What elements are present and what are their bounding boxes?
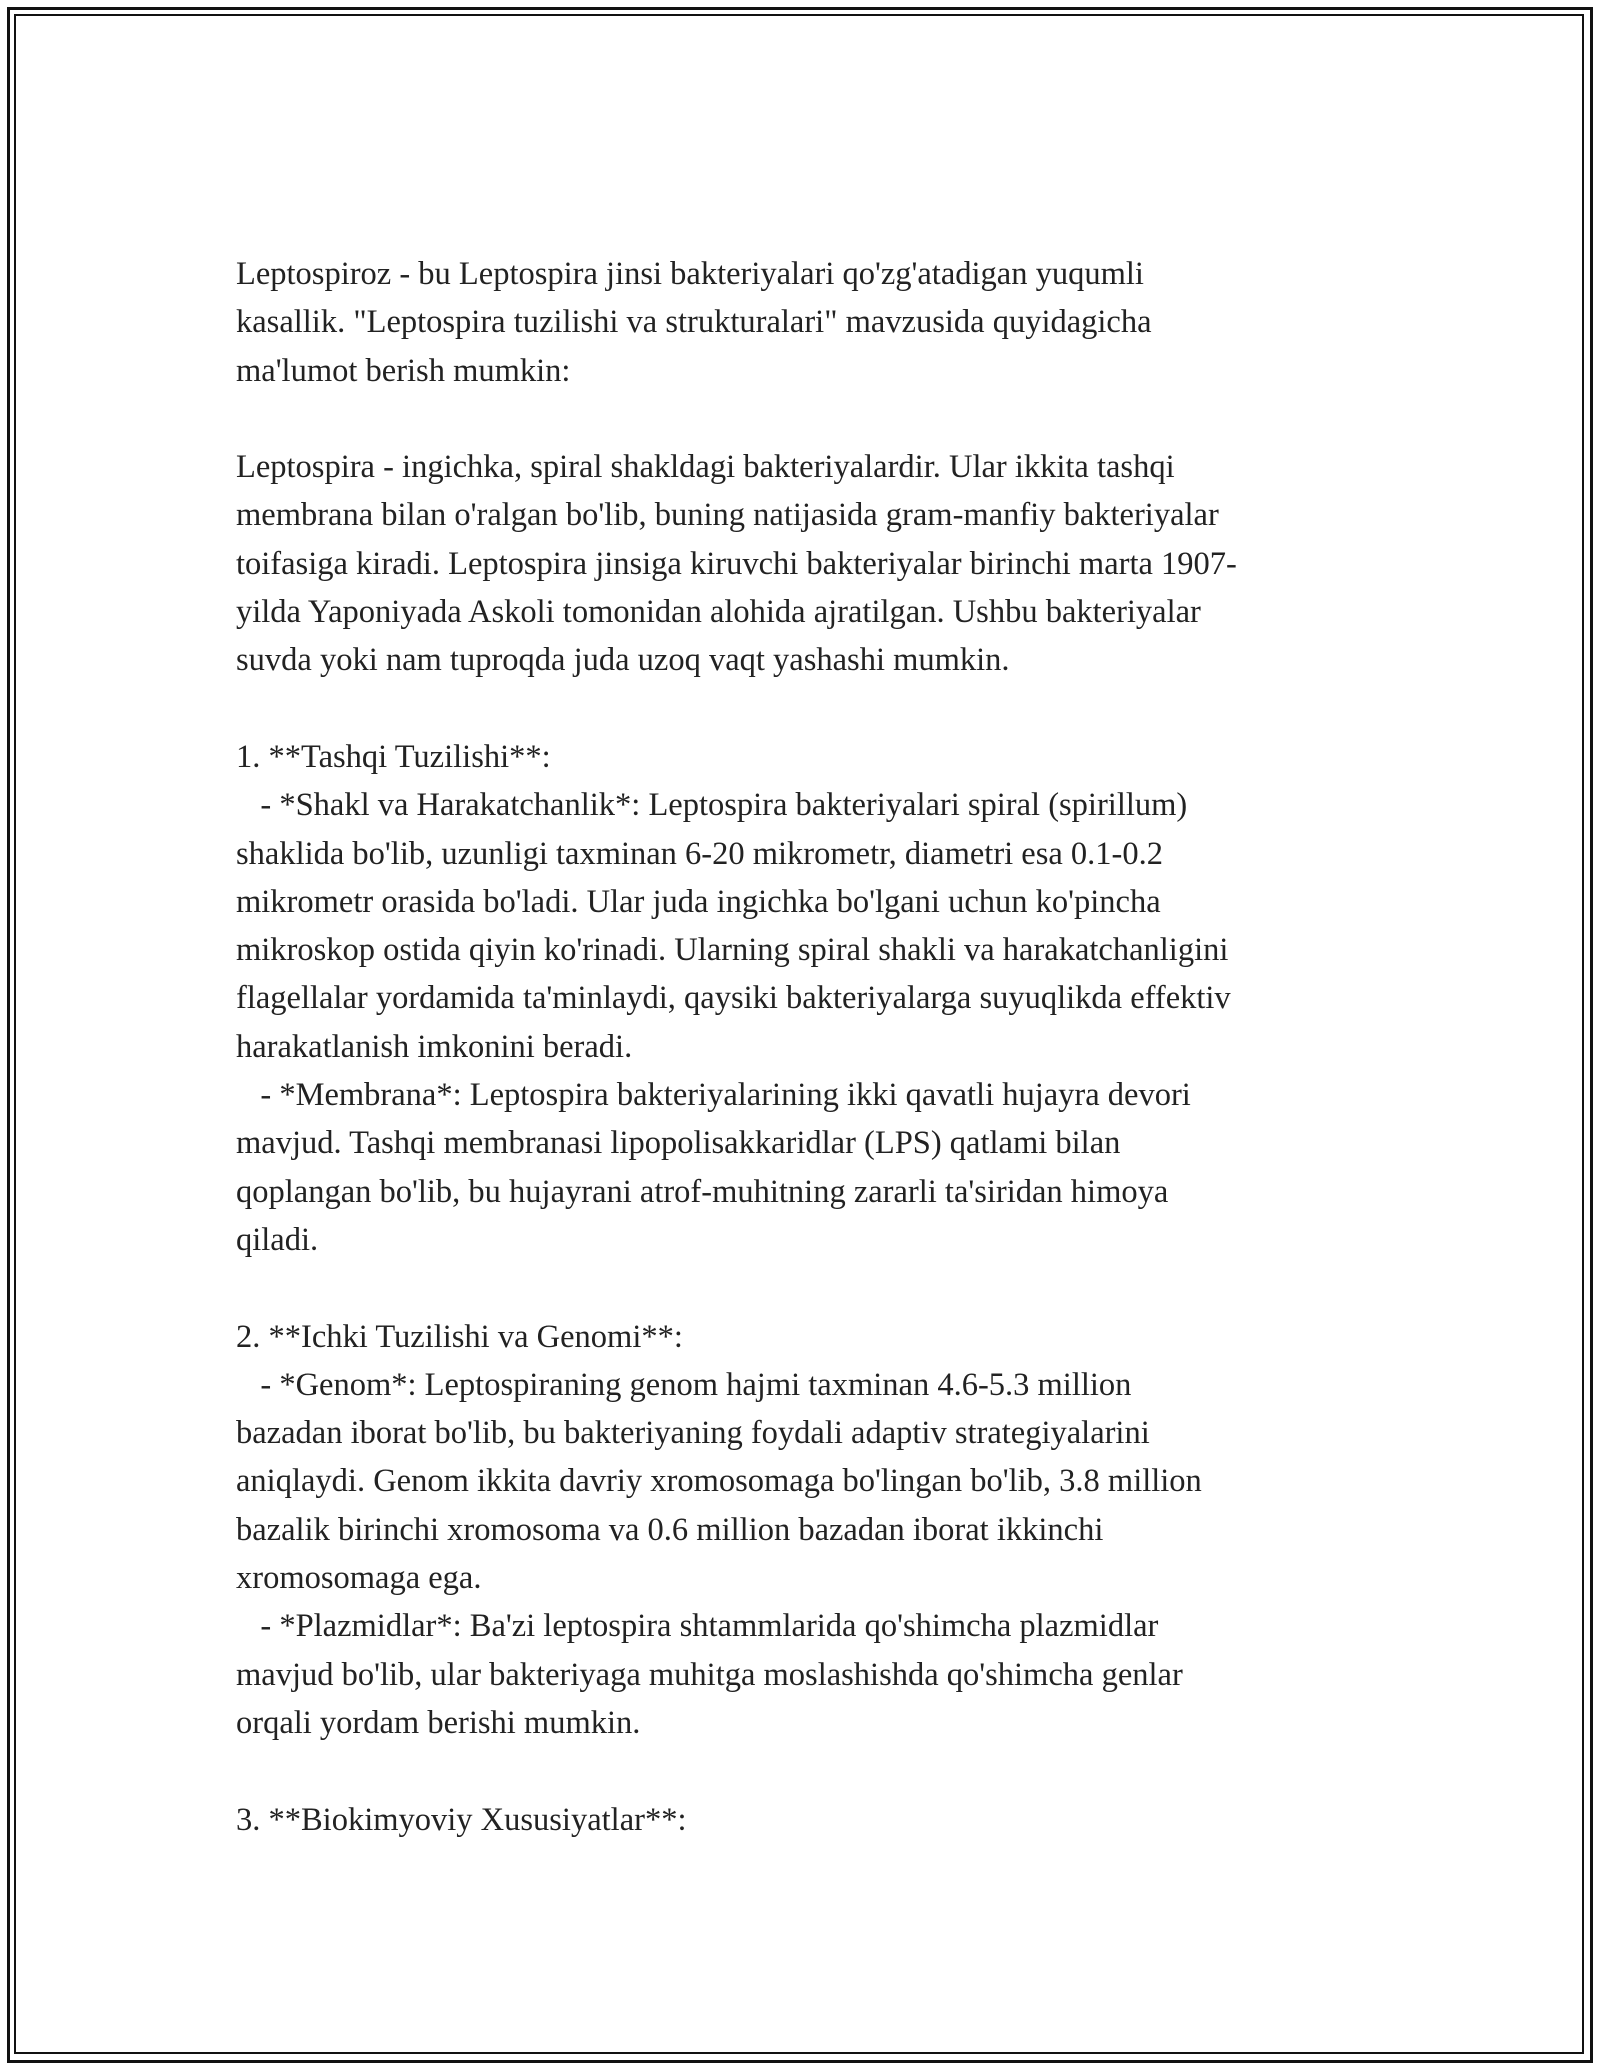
paragraph-gap bbox=[236, 685, 1376, 733]
paragraph-gap bbox=[236, 1264, 1376, 1312]
text-line: aniqlaydi. Genom ikkita davriy xromosomaga bo'lingan bo'lib, 3.8 million bbox=[236, 1463, 1202, 1500]
list-item-genome bbox=[236, 1361, 1376, 1602]
text-line: membrana bilan o'ralgan bo'lib, buning natijasida gram-manfiy bakteriyalar bbox=[236, 497, 1219, 534]
text-line: qiladi. bbox=[236, 1221, 319, 1258]
list-item-shape-motility bbox=[236, 781, 1376, 1071]
list-item-plasmids bbox=[236, 1602, 1376, 1747]
intro-paragraph bbox=[236, 250, 1376, 395]
text-line: kasallik. "Leptospira tuzilishi va strukturalari" mavzusida quyidagicha bbox=[236, 304, 1152, 341]
text-line: flagellalar yordamida ta'minlaydi, qaysiki bakteriyalarga suyuqlikda effektiv bbox=[236, 980, 1231, 1017]
text-line: shaklida bo'lib, uzunligi taxminan 6-20 mikrometr, diametri esa 0.1-0.2 bbox=[236, 835, 1163, 872]
text-line: qoplangan bo'lib, bu hujayrani atrof-muhitning zararli ta'siridan himoya bbox=[236, 1173, 1169, 1210]
list-item-membrane bbox=[236, 1071, 1376, 1264]
description-paragraph bbox=[236, 443, 1376, 684]
text-line: - *Shakl va Harakatchanlik*: Leptospira bakteriyalari spiral (spirillum) bbox=[236, 787, 1188, 824]
text-line: yilda Yaponiyada Askoli tomonidan alohida ajratilgan. Ushbu bakteriyalar bbox=[236, 594, 1201, 631]
text-line: mavjud bo'lib, ular bakteriyaga muhitga moslashishda qo'shimcha genlar bbox=[236, 1656, 1183, 1693]
text-line: suvda yoki nam tuproqda juda uzoq vaqt yashashi mumkin. bbox=[236, 642, 1010, 679]
section-heading: 2. **Ichki Tuzilishi va Genomi**: bbox=[236, 1318, 683, 1355]
section-external-structure bbox=[236, 733, 1376, 1264]
paragraph-gap bbox=[236, 1747, 1376, 1795]
text-line: - *Membrana*: Leptospira bakteriyalarining ikki qavatli hujayra devori bbox=[236, 1077, 1191, 1114]
section-heading: 1. **Tashqi Tuzilishi**: bbox=[236, 738, 551, 775]
paragraph-gap bbox=[236, 395, 1376, 443]
text-line: bazadan iborat bo'lib, bu bakteriyaning foydali adaptiv strategiyalarini bbox=[236, 1415, 1150, 1452]
text-line: harakatlanish imkonini beradi. bbox=[236, 1028, 633, 1065]
text-line: ma'lumot berish mumkin: bbox=[236, 352, 571, 389]
text-line: xromosomaga ega. bbox=[236, 1560, 482, 1597]
text-line: mikrometr orasida bo'ladi. Ular juda ingichka bo'lgani uchun ko'pincha bbox=[236, 883, 1161, 920]
text-line: Leptospira - ingichka, spiral shakldagi bakteriyalardir. Ular ikkita tashqi bbox=[236, 449, 1175, 486]
text-line: - *Plazmidlar*: Ba'zi leptospira shtammlarida qo'shimcha plazmidlar bbox=[236, 1608, 1159, 1645]
text-line: toifasiga kiradi. Leptospira jinsiga kiruvchi bakteriyalar birinchi marta 1907- bbox=[236, 545, 1237, 582]
section-internal-structure bbox=[236, 1313, 1376, 1748]
text-line: mavjud. Tashqi membranasi lipopolisakkaridlar (LPS) qatlami bilan bbox=[236, 1125, 1121, 1162]
text-line: mikroskop ostida qiyin ko'rinadi. Ularning spiral shakli va harakatchanligini bbox=[236, 932, 1229, 969]
document-body bbox=[236, 250, 1376, 1844]
section-heading: 3. **Biokimyoviy Xususiyatlar**: bbox=[236, 1801, 687, 1838]
text-line: - *Genom*: Leptospiraning genom hajmi taxminan 4.6-5.3 million bbox=[236, 1366, 1132, 1403]
text-line: Leptospiroz - bu Leptospira jinsi bakteriyalari qo'zg'atadigan yuqumli bbox=[236, 256, 1144, 292]
text-line: orqali yordam berishi mumkin. bbox=[236, 1704, 641, 1741]
section-biochemical-properties bbox=[236, 1796, 1376, 1844]
text-line: bazalik birinchi xromosoma va 0.6 million bazadan iborat ikkinchi bbox=[236, 1511, 1104, 1548]
